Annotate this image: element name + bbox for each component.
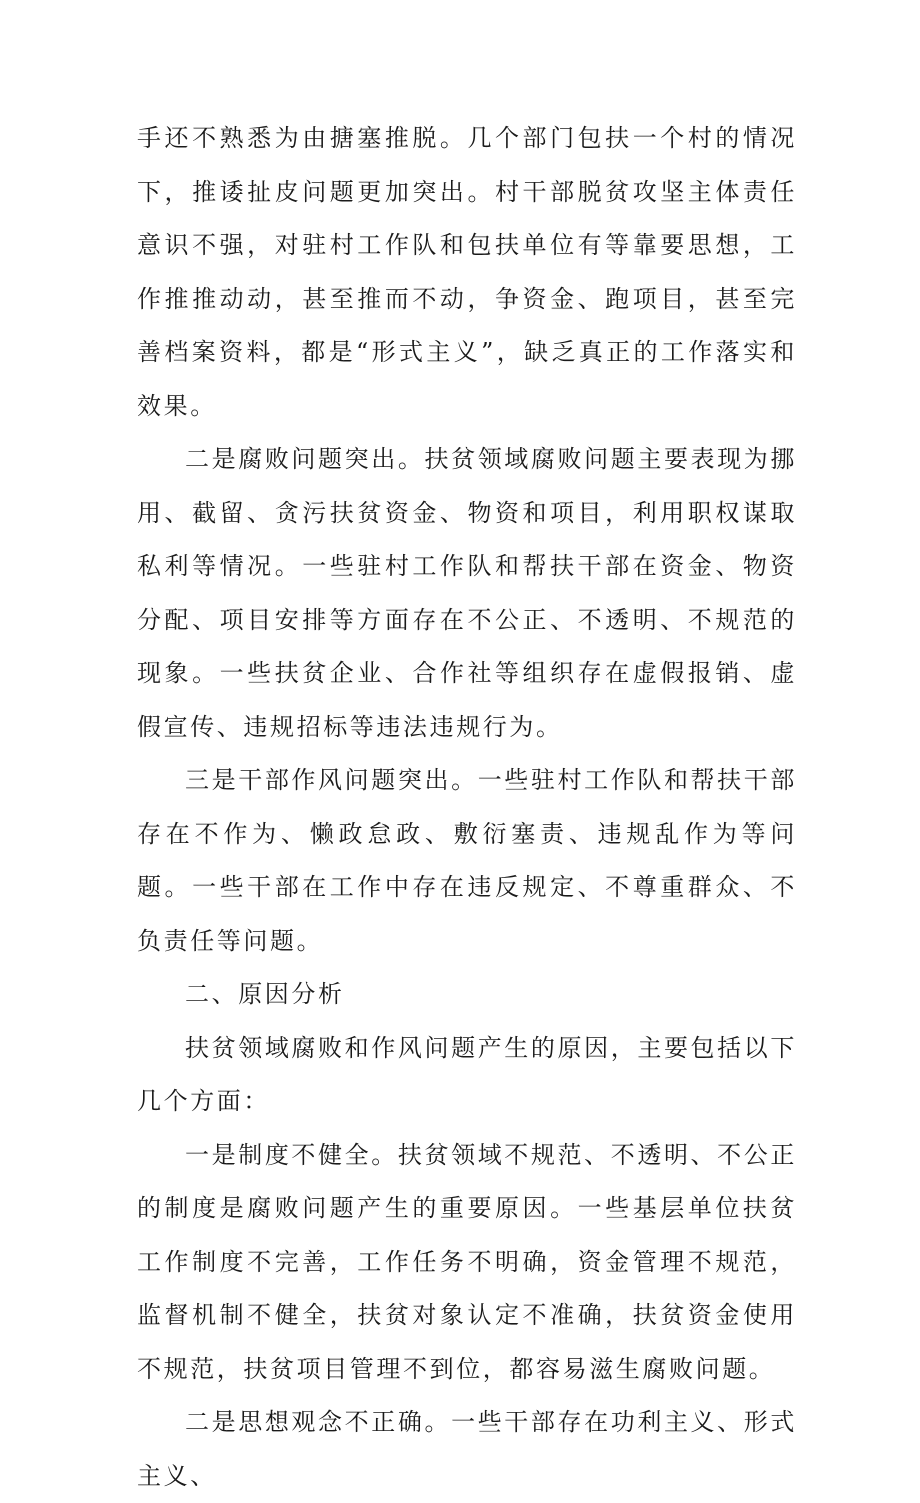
paragraph-cadre-style-issues: 三是干部作风问题突出。一些驻村工作队和帮扶干部存在不作为、懒政怠政、敷衍塞责、违规乱作为等问题。一些干部在工作中存在违反规定、不尊重群众、不负责任等问题。 [137, 766, 797, 955]
paragraph-continuation: 手还不熟悉为由搪塞推脱。几个部门包扶一个村的情况下，推诿扯皮问题更加突出。村干部脱贫攻坚主体责任意识不强，对驻村工作队和包扶单位有等靠要思想，工作推推动动，甚至推而不动，争资金、跑项目，甚至完善档案资料，都是“形式主义”，缺乏真正的工作落实和效果。 [137, 124, 797, 420]
paragraph-causes-intro: 扶贫领域腐败和作风问题产生的原因，主要包括以下几个方面： [137, 1033, 797, 1115]
paragraph-system-deficiency: 一是制度不健全。扶贫领域不规范、不透明、不公正的制度是腐败问题产生的重要原因。一些基层单位扶贫工作制度不完善，工作任务不明确，资金管理不规范，监督机制不健全，扶贫对象认定不准确，扶贫资金使用不规范，扶贫项目管理不到位，都容易滋生腐败问题。 [137, 1140, 797, 1383]
paragraph-corruption-issues: 二是腐败问题突出。扶贫领域腐败问题主要表现为挪用、截留、贪污扶贫资金、物资和项目，利用职权谋取私利等情况。一些驻村工作队和帮扶干部在资金、物资分配、项目安排等方面存在不公正、不透明、不规范的现象。一些扶贫企业、合作社等组织存在虚假报销、虚假宣传、违规招标等违法违规行为。 [137, 445, 797, 741]
section-heading-cause-analysis: 二、原因分析 [185, 980, 345, 1008]
paragraph-wrong-mindset: 二是思想观念不正确。一些干部存在功利主义、形式主义、 [137, 1408, 797, 1490]
document-body [137, 112, 797, 1503]
